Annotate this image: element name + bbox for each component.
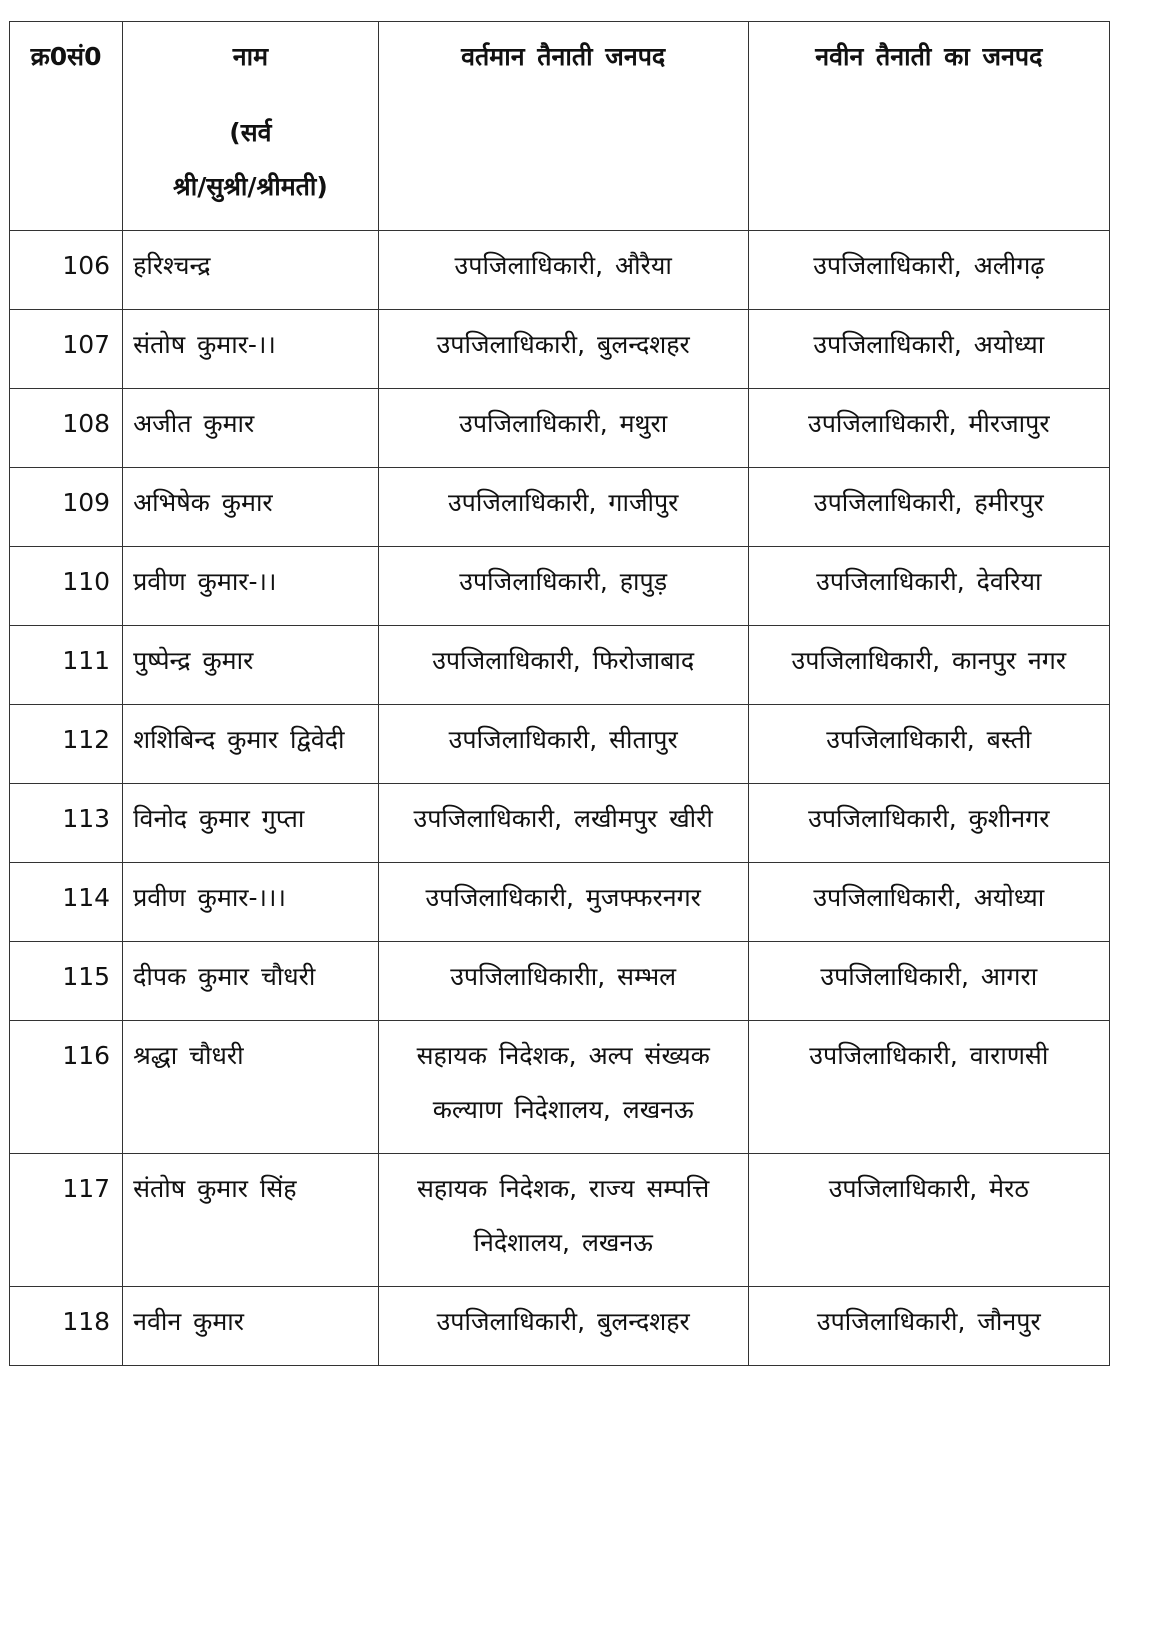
new-posting-cell: उपजिलाधिकारी, अयोध्या [748, 863, 1109, 942]
current-posting-cell: उपजिलाधिकारी, औरैया [378, 231, 748, 310]
serial-number-cell: 112 [10, 705, 123, 784]
officer-name-cell: प्रवीण कुमार-।। [123, 547, 379, 626]
officer-name-cell: अजीत कुमार [123, 389, 379, 468]
table-row [10, 1154, 1110, 1287]
table-row [10, 1021, 1110, 1154]
current-posting-cell: उपजिलाधिकारी, लखीमपुर खीरी [378, 784, 748, 863]
new-posting-cell: उपजिलाधिकारी, हमीरपुर [748, 468, 1109, 547]
officer-name-cell: हरिश्चन्द्र [123, 231, 379, 310]
new-posting-cell: उपजिलाधिकारी, मीरजापुर [748, 389, 1109, 468]
new-posting-cell: उपजिलाधिकारी, मेरठ [748, 1154, 1109, 1287]
header-name-line3: श्री/सुश्री/श्रीमती) [173, 172, 328, 201]
current-posting-cell: उपजिलाधिकारी, हापुड़ [378, 547, 748, 626]
table-row [10, 547, 1110, 626]
officer-name-cell: अभिषेक कुमार [123, 468, 379, 547]
current-posting-cell: सहायक निदेशक, राज्य सम्पत्ति निदेशालय, लखनऊ [378, 1154, 748, 1287]
header-name-line2: (सर्व [229, 118, 272, 147]
serial-number-cell: 107 [10, 310, 123, 389]
header-name [123, 22, 379, 231]
officer-name-cell: संतोष कुमार सिंह [123, 1154, 379, 1287]
table-body [10, 231, 1110, 1366]
table-row [10, 389, 1110, 468]
new-posting-cell: उपजिलाधिकारी, अयोध्या [748, 310, 1109, 389]
new-posting-cell: उपजिलाधिकारी, वाराणसी [748, 1021, 1109, 1154]
current-posting-cell: उपजिलाधिकारी, सीतापुर [378, 705, 748, 784]
header-serial: क्र0सं0 [10, 22, 123, 231]
officer-name-cell: दीपक कुमार चौधरी [123, 942, 379, 1021]
officer-name-cell: श्रद्धा चौधरी [123, 1021, 379, 1154]
serial-number-cell: 108 [10, 389, 123, 468]
table-row [10, 231, 1110, 310]
serial-number-cell: 117 [10, 1154, 123, 1287]
serial-number-cell: 116 [10, 1021, 123, 1154]
table-row [10, 626, 1110, 705]
officer-name-cell: पुष्पेन्द्र कुमार [123, 626, 379, 705]
officer-name-cell: विनोद कुमार गुप्ता [123, 784, 379, 863]
new-posting-cell: उपजिलाधिकारी, जौनपुर [748, 1287, 1109, 1366]
officer-name-cell: संतोष कुमार-।। [123, 310, 379, 389]
header-row [10, 22, 1110, 231]
new-posting-cell: उपजिलाधिकारी, अलीगढ़ [748, 231, 1109, 310]
serial-number-cell: 110 [10, 547, 123, 626]
new-posting-cell: उपजिलाधिकारी, आगरा [748, 942, 1109, 1021]
current-posting-cell: उपजिलाधिकारी, मथुरा [378, 389, 748, 468]
serial-number-cell: 113 [10, 784, 123, 863]
table-row [10, 705, 1110, 784]
current-posting-cell: उपजिलाधिकारीा, सम्भल [378, 942, 748, 1021]
new-posting-cell: उपजिलाधिकारी, देवरिया [748, 547, 1109, 626]
table-row [10, 1287, 1110, 1366]
table-row [10, 784, 1110, 863]
table-row [10, 942, 1110, 1021]
new-posting-cell: उपजिलाधिकारी, कानपुर नगर [748, 626, 1109, 705]
new-posting-cell: उपजिलाधिकारी, बस्ती [748, 705, 1109, 784]
current-posting-cell: सहायक निदेशक, अल्प संख्यक कल्याण निदेशालय, लखनऊ [378, 1021, 748, 1154]
serial-number-cell: 109 [10, 468, 123, 547]
officer-name-cell: नवीन कुमार [123, 1287, 379, 1366]
serial-number-cell: 118 [10, 1287, 123, 1366]
header-current-posting: वर्तमान तैनाती जनपद [378, 22, 748, 231]
current-posting-cell: उपजिलाधिकारी, गाजीपुर [378, 468, 748, 547]
table-row [10, 310, 1110, 389]
serial-number-cell: 106 [10, 231, 123, 310]
transfer-table [9, 21, 1110, 1366]
serial-number-cell: 114 [10, 863, 123, 942]
current-posting-cell: उपजिलाधिकारी, मुजफ्फरनगर [378, 863, 748, 942]
new-posting-cell: उपजिलाधिकारी, कुशीनगर [748, 784, 1109, 863]
serial-number-cell: 115 [10, 942, 123, 1021]
officer-name-cell: प्रवीण कुमार-।।। [123, 863, 379, 942]
current-posting-cell: उपजिलाधिकारी, बुलन्दशहर [378, 1287, 748, 1366]
serial-number-cell: 111 [10, 626, 123, 705]
header-new-posting: नवीन तैनाती का जनपद [748, 22, 1109, 231]
current-posting-cell: उपजिलाधिकारी, बुलन्दशहर [378, 310, 748, 389]
table-row [10, 468, 1110, 547]
header-name-line1: नाम [232, 42, 269, 71]
current-posting-cell: उपजिलाधिकारी, फिरोजाबाद [378, 626, 748, 705]
table-row [10, 863, 1110, 942]
officer-name-cell: शशिबिन्द कुमार द्विवेदी [123, 705, 379, 784]
